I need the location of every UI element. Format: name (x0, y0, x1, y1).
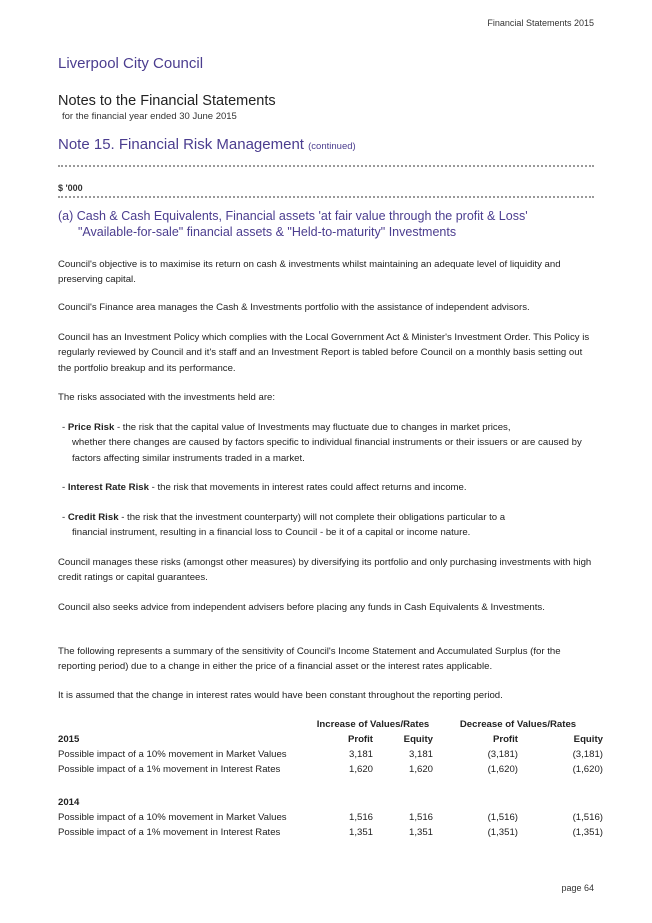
table-row (58, 810, 603, 825)
cell-decrease-equity: (3,181) (572, 749, 603, 760)
paragraph: Council also seeks advice from independent advisers before placing any funds in Cash Equivalents & Investments. (58, 602, 545, 613)
cell-increase-equity: 1,516 (408, 812, 433, 823)
paragraph: The following represents a summary of the sensitivity of Council's Income Statement and Accumulated Surplus (for the reporting period) due to a change in either the price of a financial asset or the interest rates applicable. (58, 646, 561, 673)
note-heading-suffix: (continued) (308, 141, 356, 152)
cell-decrease-equity: (1,620) (572, 764, 603, 775)
table-group-header-row (58, 717, 603, 732)
paragraph: Council's Finance area manages the Cash & Investments portfolio with the assistance of independent advisors. (58, 302, 530, 313)
cell-increase-equity: 3,181 (408, 749, 433, 760)
row-label: Possible impact of a 1% movement in Interest Rates (58, 827, 281, 838)
paragraph: Council's objective is to maximise its return on cash & investments whilst maintaining an adequate level of liquidity and preserving capital. (58, 259, 561, 286)
year-label: 2014 (58, 797, 80, 808)
cell-increase-equity: 1,351 (408, 827, 433, 838)
risk-term: Interest Rate Risk (67, 482, 149, 493)
group-header-decrease: Decrease of Values/Rates (459, 719, 577, 730)
document-subtitle: for the financial year ended 30 June 2015 (62, 111, 237, 122)
dotted-divider (58, 196, 594, 198)
cell-decrease-profit: (1,351) (487, 827, 518, 838)
list-item: - Price Risk - the risk that the capital value of Investments may fluctuate due to changes in market prices, whether there changes are caused by factors specific to individual financial instruments or their issuers or are caused by factors affecting similar instruments traded in a market. (62, 422, 582, 464)
column-header-profit: Profit (347, 734, 373, 745)
paragraph: The risks associated with the investments held are: (58, 392, 276, 403)
running-header: Financial Statements 2015 (487, 18, 594, 28)
list-item: - Credit Risk - the risk that the investment counterparty) will not complete their obligations particular to a financial instrument, resulting in a financial loss to Council - be it of a capital or income nature. (62, 512, 506, 539)
cell-decrease-profit: (1,516) (487, 812, 518, 823)
table-year-row (58, 795, 603, 810)
units-label: $ '000 (58, 183, 83, 193)
table-row (58, 762, 603, 777)
cell-increase-profit: 3,181 (348, 749, 373, 760)
row-label: Possible impact of a 10% movement in Market Values (58, 812, 287, 823)
risk-term: Credit Risk (67, 512, 119, 523)
column-header-equity: Equity (573, 734, 603, 745)
row-label: Possible impact of a 10% movement in Market Values (58, 749, 287, 760)
paragraph: Council manages these risks (amongst other measures) by diversifying its portfolio and only purchasing investments with high credit ratings or capital guarantees. (58, 557, 592, 584)
section-title-line2: "Available-for-sale" financial assets & "Held-to-maturity" Investments (78, 225, 457, 239)
list-item: - Interest Rate Risk - the risk that movements in interest rates could affect returns and income. (62, 482, 467, 493)
table-header-row (58, 732, 603, 747)
cell-increase-profit: 1,351 (348, 827, 373, 838)
column-header-profit: Profit (492, 734, 518, 745)
cell-increase-equity: 1,620 (408, 764, 433, 775)
sensitivity-table (58, 717, 603, 840)
note-heading (58, 136, 356, 153)
risk-term: Price Risk (67, 422, 115, 433)
section-title (58, 208, 598, 240)
table-row (58, 825, 603, 840)
year-label: 2015 (58, 734, 80, 745)
note-heading-main: Note 15. Financial Risk Management (58, 136, 304, 153)
section-title-line1: (a) Cash & Cash Equivalents, Financial assets 'at fair value through the profit & Loss' (58, 209, 528, 223)
column-header-equity: Equity (403, 734, 433, 745)
page-number: page 64 (561, 883, 594, 893)
dotted-divider (58, 165, 594, 167)
cell-decrease-profit: (1,620) (487, 764, 518, 775)
cell-decrease-equity: (1,351) (572, 827, 603, 838)
cell-increase-profit: 1,620 (348, 764, 373, 775)
cell-increase-profit: 1,516 (348, 812, 373, 823)
group-header-increase: Increase of Values/Rates (316, 719, 430, 730)
cell-decrease-equity: (1,516) (572, 812, 603, 823)
table-row (58, 747, 603, 762)
council-name: Liverpool City Council (58, 55, 204, 72)
document-title: Notes to the Financial Statements (58, 93, 276, 109)
paragraph: Council has an Investment Policy which complies with the Local Government Act & Minister's Investment Order. This Policy is regularly reviewed by Council and it's staff and an Investment Report is tabled before Council on a monthly basis setting out the portfolio breakup and its performance. (58, 332, 590, 374)
paragraph: It is assumed that the change in interest rates would have been constant throughout the reporting period. (58, 690, 503, 701)
row-label: Possible impact of a 1% movement in Interest Rates (58, 764, 281, 775)
cell-decrease-profit: (3,181) (487, 749, 518, 760)
